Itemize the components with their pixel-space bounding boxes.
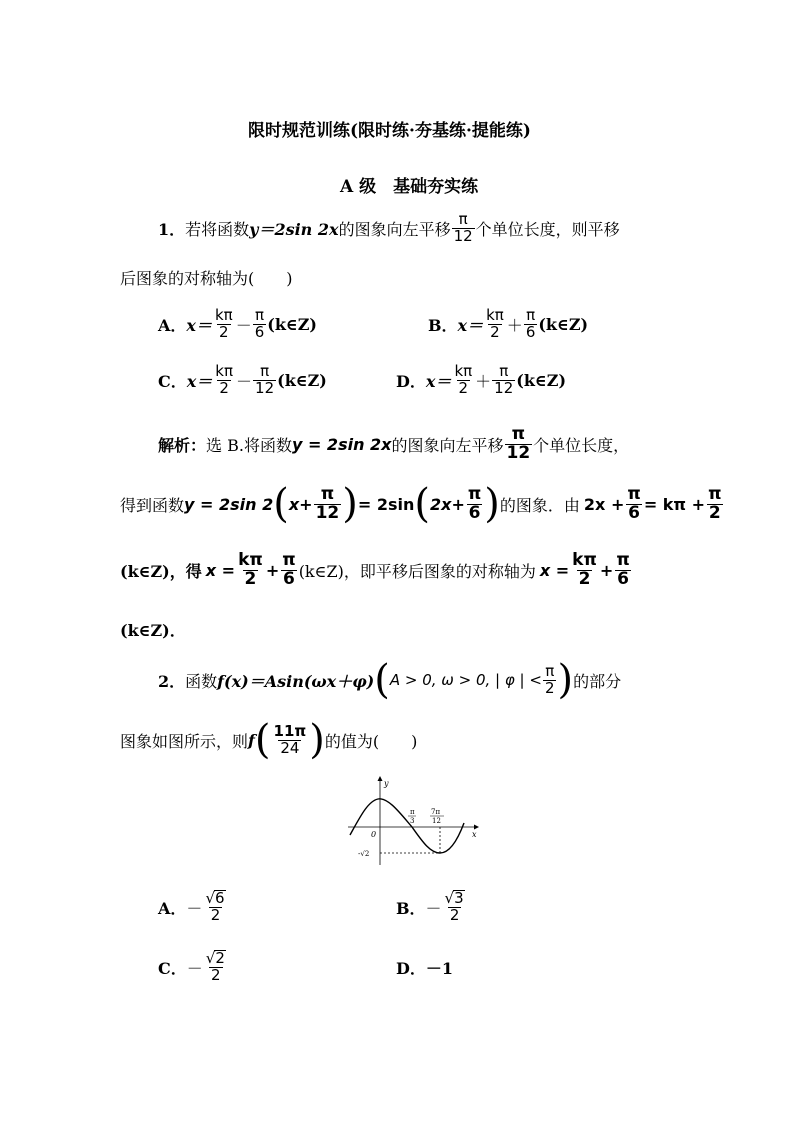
q1-text-c: 个单位长度，则平移 (475, 219, 620, 239)
option-label: B． (428, 315, 458, 335)
frac-num: kπ (454, 361, 473, 380)
option-label: A． (158, 315, 187, 335)
frac-num: π (545, 661, 555, 680)
option-op: ＋ (475, 371, 492, 391)
solution-math: + (265, 560, 280, 580)
solution-label: 解析： (158, 435, 207, 455)
frac-den: 2 (544, 678, 555, 697)
q2-stem-line1 (158, 656, 621, 704)
frac-den: 2 (211, 966, 221, 984)
frac-num: π (467, 483, 482, 504)
option-lead: x＝ (186, 315, 212, 335)
q1-func: y＝2sin 2x (249, 219, 339, 239)
frac-num: kπ (214, 305, 233, 324)
option-value: －1 (425, 958, 454, 978)
q2-stem-line2 (120, 716, 417, 764)
q2-option-a[interactable]: A． － $\frac{√6}{2}$ (158, 889, 225, 924)
tick2-den: 12 (432, 817, 441, 825)
solution-text: 得到函数 (120, 495, 185, 515)
q1-text-a: 若将函数 (185, 219, 250, 239)
paren-right: ) (484, 481, 500, 527)
sine-graph (344, 775, 480, 867)
frac-den: 6 (283, 568, 295, 589)
q2-text: 的值为( ) (324, 731, 418, 751)
radicand: 3 (454, 889, 464, 908)
paren-left: ( (374, 657, 390, 703)
tick1-den: 3 (410, 817, 415, 825)
solution-math: 2x + (583, 494, 625, 514)
frac-den: 6 (628, 502, 640, 523)
option-lead: x＝ (425, 371, 452, 391)
frac-num: π (627, 483, 641, 504)
section-level: A 级 基础夯实练 (340, 177, 479, 197)
frac-num: kπ (215, 361, 234, 380)
q2-f: f (248, 730, 255, 750)
y-axis-label: y (384, 779, 389, 788)
solution-text: 的图象．由 (499, 495, 580, 515)
frac-den: 2 (578, 568, 591, 589)
q2-text: 图象如图所示，则 (120, 731, 249, 751)
solution-text: (k∈Z)，得 (120, 561, 202, 581)
q1-stem-line1 (158, 209, 620, 245)
frac-den: 6 (525, 322, 536, 341)
option-label: C． (158, 958, 187, 978)
frac-den: 12 (494, 378, 514, 397)
frac-den: 12 (506, 442, 531, 463)
paren-left: ( (414, 481, 430, 527)
frac-den: 2 (219, 378, 229, 397)
q1-shift-num: π (458, 209, 468, 228)
paren-right: ) (342, 481, 358, 527)
q2-graph (344, 775, 480, 867)
frac-den: 2 (210, 906, 221, 924)
frac-num: π (616, 549, 630, 570)
option-label: A． (158, 898, 187, 918)
sine-curve (350, 799, 464, 853)
solution-math: x = (205, 560, 236, 580)
frac-den: 12 (315, 502, 340, 523)
q2-number: 2． (158, 671, 186, 691)
frac-den: 2 (219, 322, 229, 341)
frac-num: π (499, 361, 509, 380)
q1-text-b: 的图象向左平移 (338, 219, 451, 239)
solution-text: 选 B.将函数 (206, 435, 292, 455)
frac-num: kπ (486, 305, 504, 324)
solution-math: x = (539, 560, 570, 580)
q1-option-d[interactable] (396, 362, 566, 398)
option-lead: x＝ (457, 315, 484, 335)
solution-math: y = 2sin 2 (184, 494, 274, 514)
min-label: -√2 (358, 850, 370, 858)
solution-math: + (299, 494, 313, 514)
solution-line3 (120, 546, 633, 594)
x-axis-arrow (474, 825, 479, 830)
solution-math: + (451, 494, 465, 514)
q1-shift-fraction (452, 209, 475, 245)
option-label: D． (396, 371, 426, 391)
option-tail: (k∈Z) (267, 314, 317, 334)
q2-text: 函数 (185, 671, 218, 691)
option-tail: (k∈Z) (277, 370, 327, 390)
solution-math: 2x (429, 494, 452, 514)
frac-den: 24 (280, 738, 300, 757)
frac-num: kπ (572, 549, 597, 570)
option-lead: x＝ (186, 371, 213, 391)
option-label: C． (158, 371, 187, 391)
paren-left: ( (273, 481, 289, 527)
solution-text: (k∈Z)，即平移后图象的对称轴为 (298, 561, 536, 581)
solution-math: x (288, 494, 300, 514)
frac-num: π (708, 483, 722, 504)
frac-num: π (511, 423, 526, 444)
frac-num: π (254, 305, 264, 324)
frac-den: 6 (254, 322, 265, 341)
frac-den: 6 (468, 502, 481, 523)
option-op: － (236, 371, 253, 391)
q1-option-c[interactable] (158, 362, 327, 398)
solution-text: 的图象向左平移 (391, 435, 504, 455)
frac-num: 11π (273, 721, 307, 740)
q2-option-c[interactable]: C． － $\frac{√2}{2}$ (158, 949, 225, 984)
paren-left: ( (254, 717, 271, 763)
option-tail: (k∈Z) (516, 370, 567, 390)
option-sign: － (186, 898, 203, 918)
option-label: D． (396, 958, 426, 978)
paren-right: ) (309, 717, 325, 763)
q2-text: 的部分 (573, 671, 622, 691)
option-op: ＋ (506, 315, 523, 335)
x-axis-label: x (472, 830, 477, 839)
frac-num: π (260, 361, 270, 380)
q1-number: 1． (158, 219, 186, 239)
solution-line1 (158, 422, 629, 466)
q1-stem-line2: 后图象的对称轴为( ) (120, 269, 293, 288)
frac-num: π (526, 305, 536, 324)
q2-func: f(x)＝Asin(ωx＋φ) (217, 671, 375, 691)
frac-num: kπ (238, 549, 263, 570)
option-label: B． (396, 898, 426, 918)
frac-den: 2 (244, 568, 257, 589)
q1-shift-den: 12 (453, 226, 473, 245)
frac-den: 12 (255, 378, 275, 397)
solution-line2 (120, 480, 725, 528)
option-sign: － (425, 898, 442, 918)
q2-condition: A > 0, ω > 0, | φ | < (389, 671, 542, 689)
solution-func: y = 2sin 2x (291, 434, 392, 454)
solution-math: = 2sin (357, 494, 415, 514)
frac-num: π (282, 549, 296, 570)
option-op: － (235, 315, 252, 335)
solution-text: 个单位长度， (533, 435, 630, 455)
radicand: 2 (215, 949, 225, 968)
option-tail: (k∈Z) (538, 314, 589, 334)
frac-den: 6 (617, 568, 629, 589)
solution-line4: (k∈Z)． (120, 621, 186, 640)
solution-math: + (599, 560, 614, 580)
frac-num: π (320, 483, 335, 504)
q2-option-b[interactable]: B． － $\frac{√3}{2}$ (396, 889, 464, 924)
option-sign: － (186, 958, 203, 978)
frac-den: 2 (458, 378, 469, 397)
q1-option-b[interactable] (428, 306, 588, 342)
frac-den: 2 (708, 502, 721, 523)
tick1-num: π (410, 808, 415, 816)
page-title: 限时规范训练(限时练·夯基练·提能练) (248, 121, 531, 141)
q2-option-d[interactable] (396, 944, 453, 990)
solution-math: = kπ + (643, 494, 706, 514)
radicand: 6 (215, 889, 225, 908)
tick2-num: 7π (431, 808, 441, 816)
paren-right: ) (557, 657, 574, 703)
frac-den: 2 (449, 906, 460, 924)
y-axis-arrow (378, 776, 383, 781)
frac-den: 2 (490, 322, 500, 341)
q1-option-a[interactable] (158, 306, 317, 342)
origin-label: 0 (371, 830, 377, 839)
